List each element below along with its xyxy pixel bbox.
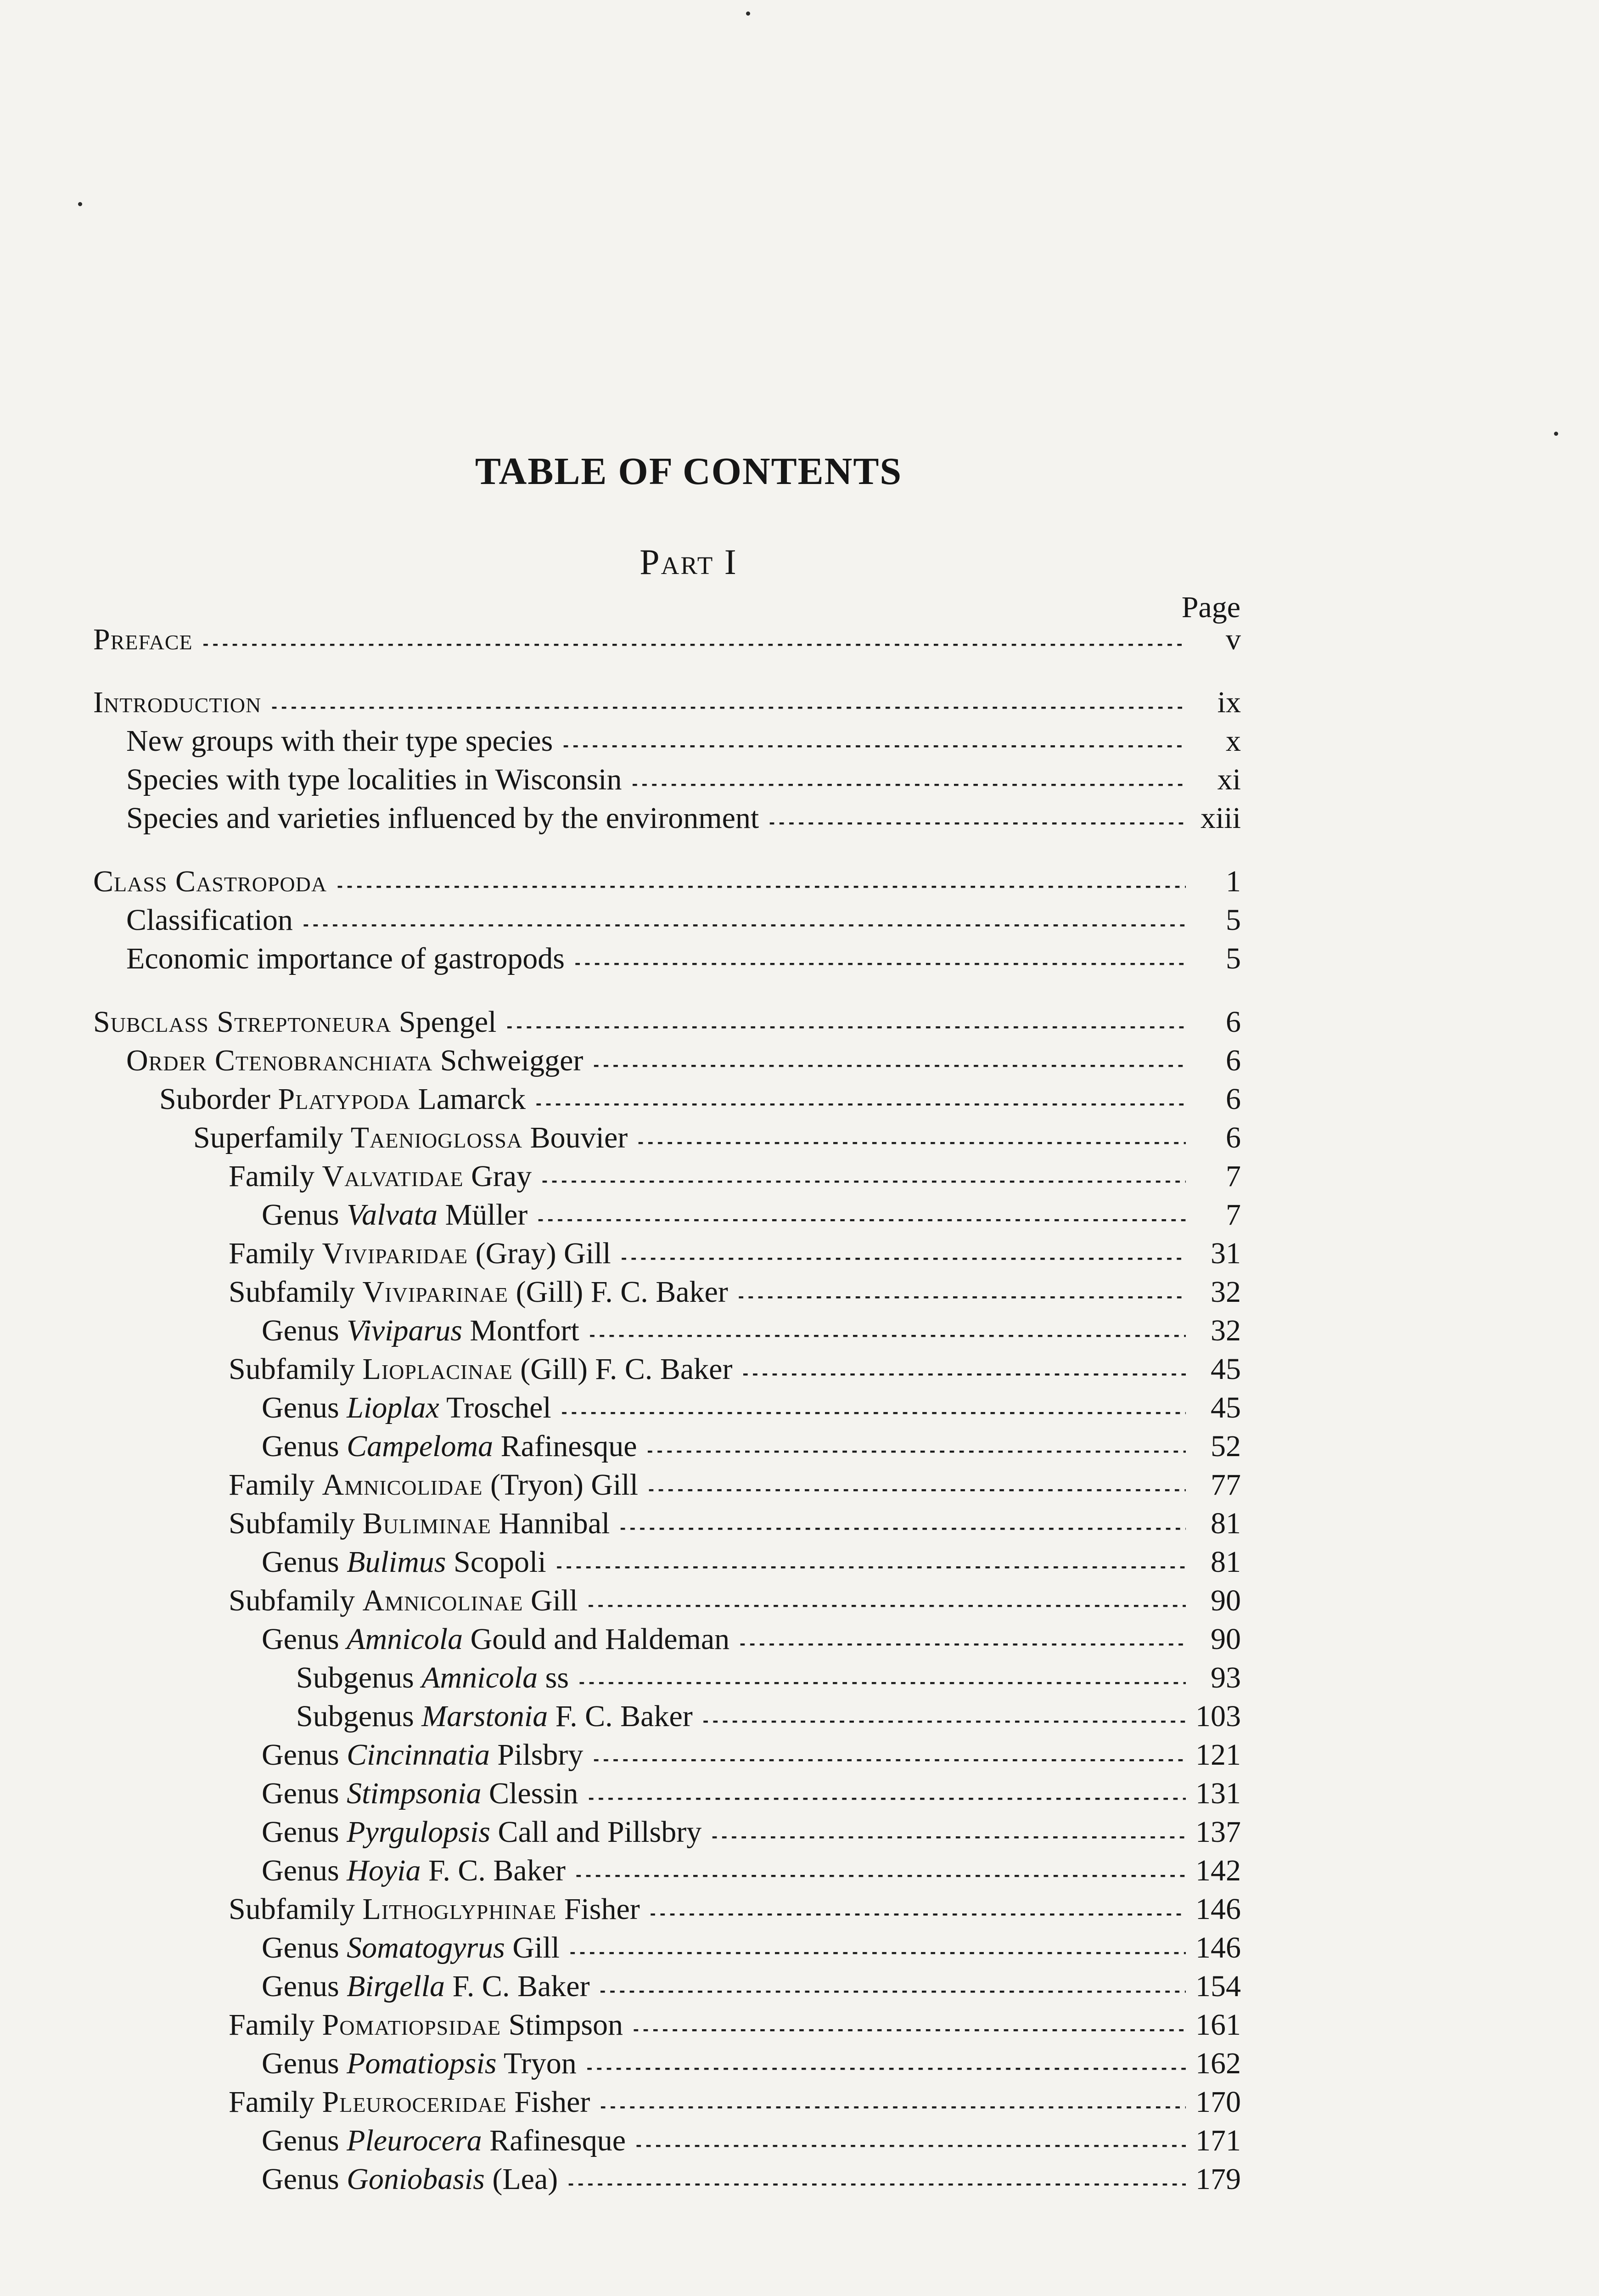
dot-leader (261, 687, 1186, 718)
toc-label: Genus Birgella F. C. Baker (262, 1970, 590, 2003)
page-number: 146 (1195, 1931, 1241, 1964)
page-number: 81 (1211, 1545, 1241, 1579)
page-number: 5 (1226, 903, 1241, 937)
toc-label: Species with type localities in Wisconsin (126, 763, 622, 796)
toc-entry-family[interactable] (229, 2010, 1241, 2040)
toc-entry-class[interactable] (93, 867, 1241, 897)
dot-leader (640, 1894, 1186, 1925)
page-number: 137 (1195, 1815, 1241, 1849)
toc-entry-family[interactable] (229, 2087, 1241, 2117)
toc-label: Introduction (93, 686, 262, 719)
dot-leader (623, 2010, 1186, 2040)
dot-leader (626, 2126, 1186, 2156)
dot-leader (693, 1701, 1186, 1732)
toc-entry-genus[interactable] (262, 1778, 1241, 1809)
dot-leader (546, 1547, 1186, 1577)
toc-entry-subfamily[interactable] (229, 1277, 1241, 1307)
toc-label: Subfamily Amnicolinae Gill (229, 1584, 578, 1617)
toc-entry-new-groups[interactable] (126, 726, 1241, 756)
dot-leader (590, 2087, 1186, 2117)
toc-entry-classification[interactable] (126, 905, 1241, 935)
toc-label: Genus Goniobasis (Lea) (262, 2162, 558, 2196)
toc-entry-subclass[interactable] (93, 1007, 1241, 1037)
toc-entry-economic[interactable] (126, 944, 1241, 974)
page-number: 179 (1195, 2162, 1241, 2196)
toc-entry-preface[interactable] (93, 625, 1241, 655)
toc-label: Subfamily Viviparinae (Gill) F. C. Baker (229, 1275, 728, 1309)
toc-label: Subfamily Buliminae Hannibal (229, 1507, 610, 1540)
page-number: 146 (1195, 1892, 1241, 1926)
page-number: 90 (1211, 1584, 1241, 1617)
toc-entry-genus[interactable] (262, 1856, 1241, 1886)
page-number: xiii (1200, 801, 1241, 835)
toc-label: Genus Pyrgulopsis Call and Pillsbry (262, 1815, 702, 1849)
dot-leader (611, 1238, 1186, 1269)
toc-entry-genus[interactable] (262, 1933, 1241, 1963)
dot-leader (497, 1007, 1186, 1037)
dot-leader (583, 1740, 1186, 1770)
toc-label: Family Amnicolidae (Tryon) Gill (229, 1468, 639, 1502)
toc-label: Subfamily Lioplacinae (Gill) F. C. Baker (229, 1352, 733, 1386)
toc-entry-subfamily[interactable] (229, 1354, 1241, 1384)
page-number: 77 (1211, 1468, 1241, 1502)
toc-entry-genus[interactable] (262, 2048, 1241, 2079)
toc-entry-genus[interactable] (262, 2126, 1241, 2156)
toc-entry-genus[interactable] (262, 1431, 1241, 1462)
toc-entry-genus[interactable] (262, 1624, 1241, 1654)
page-column-label: Page (1181, 591, 1240, 624)
part-heading: Part I (640, 542, 738, 582)
toc-entry-order[interactable] (126, 1046, 1241, 1076)
toc-entry-subgenus[interactable] (296, 1663, 1241, 1693)
dot-leader (565, 944, 1186, 974)
scan-speck (746, 11, 750, 16)
toc-label: Subclass Streptoneura Spengel (93, 1005, 497, 1039)
dot-leader (701, 1817, 1186, 1847)
toc-entry-subfamily[interactable] (229, 1508, 1241, 1539)
toc-label: Genus Bulimus Scopoli (262, 1545, 546, 1579)
dot-leader (622, 765, 1186, 795)
dot-leader (578, 1586, 1186, 1616)
page-number: 161 (1195, 2008, 1241, 2042)
page-number: 31 (1211, 1237, 1241, 1270)
toc-label: Subgenus Amnicola ss (296, 1661, 569, 1694)
toc-label: Genus Stimpsonia Clessin (262, 1777, 578, 1810)
page-number: v (1226, 623, 1241, 656)
page-number: 7 (1226, 1159, 1241, 1193)
toc-entry-type-localities[interactable] (126, 765, 1241, 795)
scan-speck (1554, 432, 1558, 436)
page-number: 32 (1211, 1275, 1241, 1309)
page-number: 162 (1195, 2047, 1241, 2080)
toc-label: Family Pleuroceridae Fisher (229, 2085, 590, 2119)
dot-leader (637, 1431, 1186, 1462)
toc-label: Class Castropoda (93, 865, 327, 898)
toc-entry-environment[interactable] (126, 803, 1241, 833)
toc-entry-subfamily[interactable] (229, 1894, 1241, 1925)
page-number: 1 (1226, 865, 1241, 898)
scan-speck (78, 202, 82, 206)
toc-entry-genus[interactable] (262, 2164, 1241, 2195)
dot-leader (732, 1354, 1186, 1384)
toc-label: Order Ctenobranchiata Schweigger (126, 1044, 583, 1077)
dot-leader (729, 1624, 1186, 1654)
page-number: ix (1217, 686, 1241, 719)
toc-label: Subgenus Marstonia F. C. Baker (296, 1699, 693, 1733)
page-number: 5 (1226, 942, 1241, 975)
dot-leader (728, 1277, 1186, 1307)
dot-leader (569, 1663, 1186, 1693)
dot-leader (532, 1161, 1186, 1192)
dot-leader (526, 1084, 1186, 1114)
dot-leader (527, 1200, 1186, 1230)
dot-leader (327, 867, 1186, 897)
toc-entry-genus[interactable] (262, 1547, 1241, 1577)
dot-leader (610, 1508, 1186, 1539)
toc-entry-superfamily[interactable] (193, 1123, 1241, 1153)
toc-label: Genus Hoyia F. C. Baker (262, 1854, 566, 1887)
toc-label: Genus Pomatiopsis Tryon (262, 2047, 577, 2080)
page-number: 32 (1211, 1314, 1241, 1347)
dot-leader (560, 1933, 1186, 1963)
toc-entry-subfamily[interactable] (229, 1586, 1241, 1616)
toc-entry-genus[interactable] (262, 1817, 1241, 1847)
toc-label: Species and varieties influenced by the environment (126, 801, 759, 835)
dot-leader (579, 1316, 1186, 1346)
page-number: 90 (1211, 1622, 1241, 1656)
page-title: TABLE OF CONTENTS (475, 450, 903, 493)
toc-label: Genus Pleurocera Rafinesque (262, 2124, 626, 2157)
dot-leader (293, 905, 1186, 935)
page-number: 6 (1226, 1082, 1241, 1116)
toc-entry-family[interactable] (229, 1238, 1241, 1269)
page-number: 45 (1211, 1391, 1241, 1424)
dot-leader (551, 1393, 1186, 1423)
page-number: 45 (1211, 1352, 1241, 1386)
dot-leader (759, 803, 1186, 833)
page-number: 154 (1195, 1970, 1241, 2003)
page-number: 81 (1211, 1507, 1241, 1540)
toc-label: Family Viviparidae (Gray) Gill (229, 1237, 611, 1270)
page-number: 7 (1226, 1198, 1241, 1232)
page-number: x (1226, 724, 1241, 758)
dot-leader (577, 2048, 1186, 2079)
dot-leader (583, 1046, 1186, 1076)
toc-entry-genus[interactable] (262, 1971, 1241, 2002)
dot-leader (553, 726, 1186, 756)
toc-label: Subfamily Lithoglyphinae Fisher (229, 1892, 640, 1926)
dot-leader (193, 625, 1186, 655)
page-number: 121 (1195, 1738, 1241, 1772)
dot-leader (578, 1778, 1186, 1809)
page-number: 6 (1226, 1121, 1241, 1154)
page-number: 171 (1195, 2124, 1241, 2157)
page-number: xi (1217, 763, 1241, 796)
page-number: 6 (1226, 1044, 1241, 1077)
toc-entry-introduction[interactable] (93, 687, 1241, 718)
toc-label: Classification (126, 903, 293, 937)
page-number: 103 (1195, 1699, 1241, 1733)
page-number: 6 (1226, 1005, 1241, 1039)
toc-label: New groups with their type species (126, 724, 553, 758)
dot-leader (628, 1123, 1186, 1153)
toc-label: Genus Campeloma Rafinesque (262, 1429, 637, 1463)
toc-label: Superfamily Taenioglossa Bouvier (193, 1121, 628, 1154)
dot-leader (590, 1971, 1186, 2002)
toc-entry-subgenus[interactable] (296, 1701, 1241, 1732)
page-number: 52 (1211, 1429, 1241, 1463)
toc-label: Genus Valvata Müller (262, 1198, 528, 1232)
toc-entry-genus[interactable] (262, 1393, 1241, 1423)
toc-label: Genus Viviparus Montfort (262, 1314, 579, 1347)
toc-entry-family[interactable] (229, 1161, 1241, 1192)
dot-leader (566, 1856, 1186, 1886)
toc-label: Genus Amnicola Gould and Haldeman (262, 1622, 730, 1656)
page-number: 170 (1195, 2085, 1241, 2119)
dot-leader (558, 2164, 1186, 2195)
dot-leader (638, 1470, 1186, 1500)
toc-label: Economic importance of gastropods (126, 942, 565, 975)
toc-label: Genus Somatogyrus Gill (262, 1931, 560, 1964)
toc-label: Preface (93, 623, 193, 656)
page-number: 142 (1195, 1854, 1241, 1887)
toc-label: Family Pomatiopsidae Stimpson (229, 2008, 623, 2042)
toc-label: Family Valvatidae Gray (229, 1159, 532, 1193)
toc-entry-genus[interactable] (262, 1200, 1241, 1230)
page-number: 93 (1211, 1661, 1241, 1694)
page-number: 131 (1195, 1777, 1241, 1810)
toc-entry-family[interactable] (229, 1470, 1241, 1500)
toc-entry-genus[interactable] (262, 1740, 1241, 1770)
toc-label: Suborder Platypoda Lamarck (159, 1082, 526, 1116)
toc-entry-suborder[interactable] (159, 1084, 1241, 1114)
toc-label: Genus Lioplax Troschel (262, 1391, 551, 1424)
toc-entry-genus[interactable] (262, 1316, 1241, 1346)
toc-label: Genus Cincinnatia Pilsbry (262, 1738, 583, 1772)
